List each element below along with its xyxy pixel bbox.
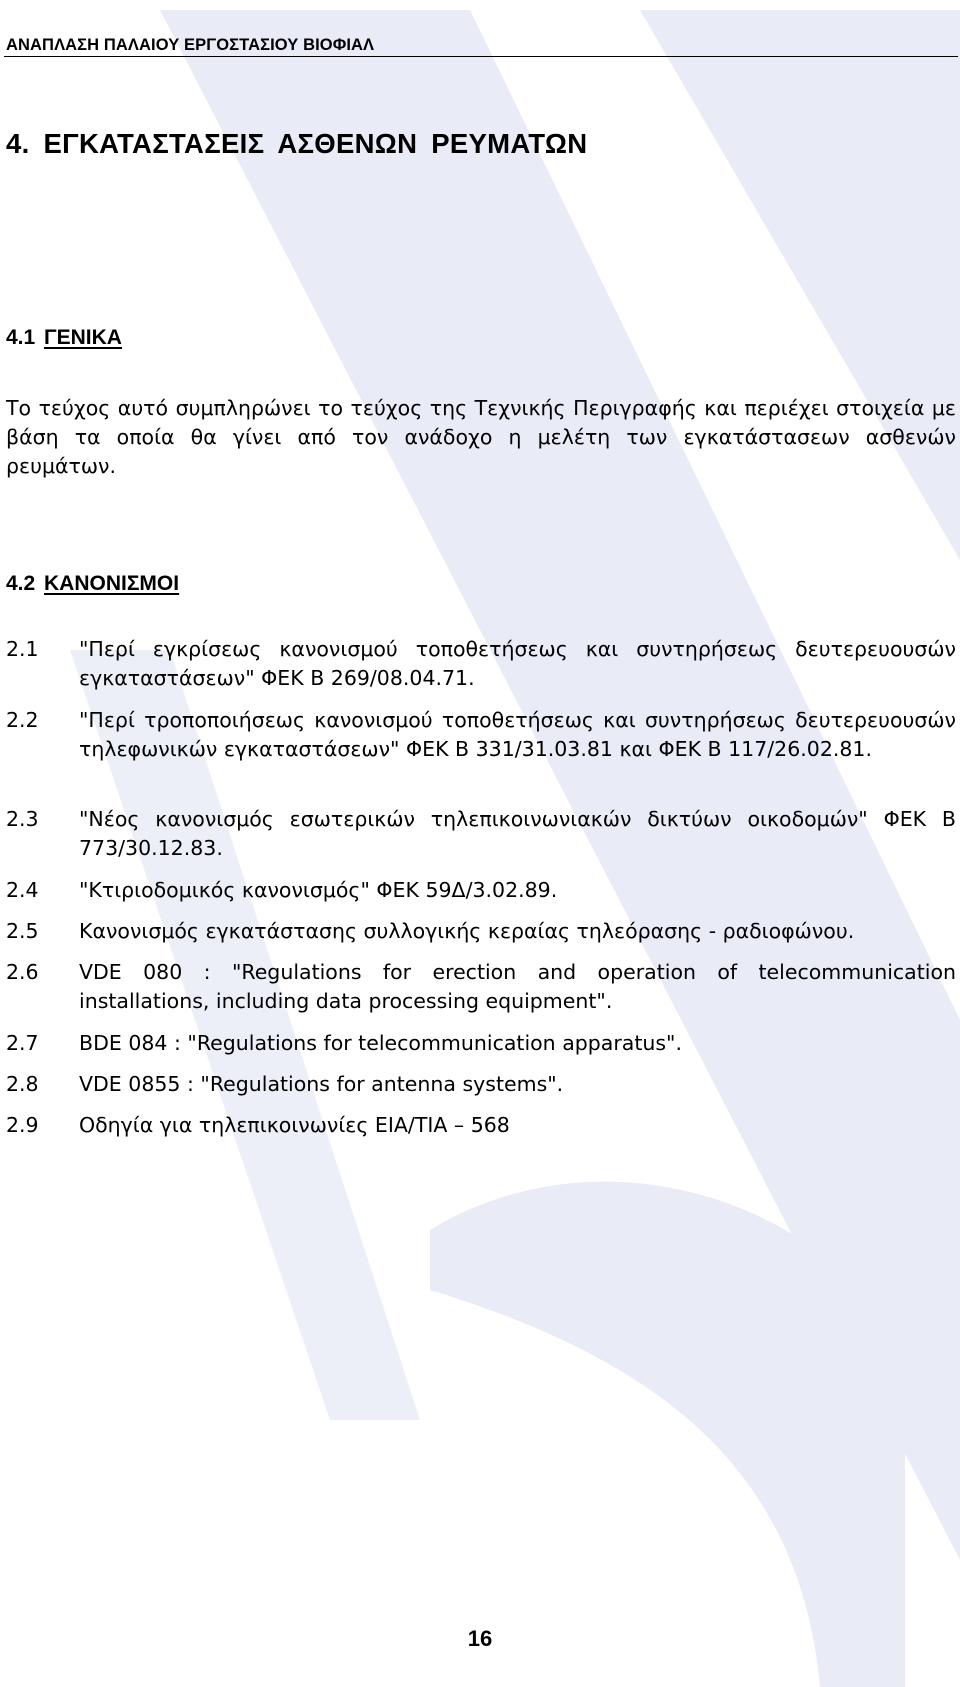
intro-paragraph: Το τεύχος αυτό συμπληρώνει το τεύχος της Τεχνικής Περιγραφής και περιέχει στοιχεία με βάση τα οποία θα γίνει από τον ανάδοχο η μελέτη των εγκατάστασεων ασθενών ρευμάτων. [6, 396, 956, 478]
regulation-text: BDE 084 : "Regulations for telecommunication apparatus". [79, 1031, 682, 1055]
running-header: ΑΝΑΠΛΑΣΗ ΠΑΛΑΙΟΥ ΕΡΓΟΣΤΑΣΙΟΥ ΒΙΟΦΙΑΛ [6, 36, 375, 54]
chapter-title: 4. ΕΓΚΑΤΑΣΤΑΣΕΙΣ ΑΣΘΕΝΩΝ ΡΕΥΜΑΤΩΝ [6, 128, 588, 159]
regulation-text: "Κτιριοδομικός κανονισμός" ΦΕΚ 59Δ/3.02.89. [79, 878, 558, 902]
regulation-text: Κανονισμός εγκατάστασης συλλογικής κεραίας τηλεόρασης - ραδιοφώνου. [79, 919, 855, 943]
regulation-text: VDE 080 : "Regulations for erection and operation of telecommunication installations, including data processing equipment". [79, 960, 956, 1013]
regulation-text: Οδηγία για τηλεπικοινωνίες EIA/TIA – 568 [79, 1113, 510, 1137]
regulation-number: 2.8 [6, 1072, 39, 1096]
section-title: ΓΕΝΙΚΑ [44, 326, 122, 349]
regulation-item [6, 635, 956, 693]
regulation-text: "Περί τροποποιήσεως κανονισμού τοποθετήσεως και συντηρήσεως δευτερευουσών τηλεφωνικών εγκαταστάσεων" ΦΕΚ Β 331/31.03.81 και ΦΕΚ Β 117/26.02.81. [79, 708, 956, 761]
regulation-number: 2.6 [6, 960, 39, 984]
regulation-number: 2.2 [6, 708, 39, 732]
regulation-number: 2.3 [6, 807, 39, 831]
regulation-number: 2.7 [6, 1031, 39, 1055]
regulation-item [6, 1111, 956, 1140]
regulation-text: VDE 0855 : "Regulations for antenna systems". [79, 1072, 564, 1096]
section-number: 4.2 [6, 572, 36, 595]
regulation-item [6, 1029, 956, 1058]
section-number: 4.1 [6, 326, 36, 349]
regulation-number: 2.5 [6, 919, 39, 943]
regulation-text: "Νέος κανονισμός εσωτερικών τηλεπικοινωνιακών δικτύων οικοδομών" ΦΕΚ Β 773/30.12.83. [79, 807, 956, 860]
page-number: 16 [467, 1626, 493, 1651]
section-title: ΚΑΝΟΝΙΣΜΟΙ [44, 572, 180, 595]
regulation-item [6, 706, 956, 764]
regulation-item [6, 876, 956, 905]
regulation-number: 2.9 [6, 1113, 39, 1137]
regulation-item [6, 805, 956, 863]
regulation-text: "Περί εγκρίσεως κανονισμού τοποθετήσεως και συντηρήσεως δευτερευουσών εγκαταστάσεων" ΦΕΚ Β 269/08.04.71. [79, 637, 956, 690]
regulation-item [6, 958, 956, 1016]
regulation-number: 2.1 [6, 637, 39, 661]
regulation-item [6, 917, 956, 946]
regulation-item [6, 1070, 956, 1099]
regulation-number: 2.4 [6, 878, 39, 902]
